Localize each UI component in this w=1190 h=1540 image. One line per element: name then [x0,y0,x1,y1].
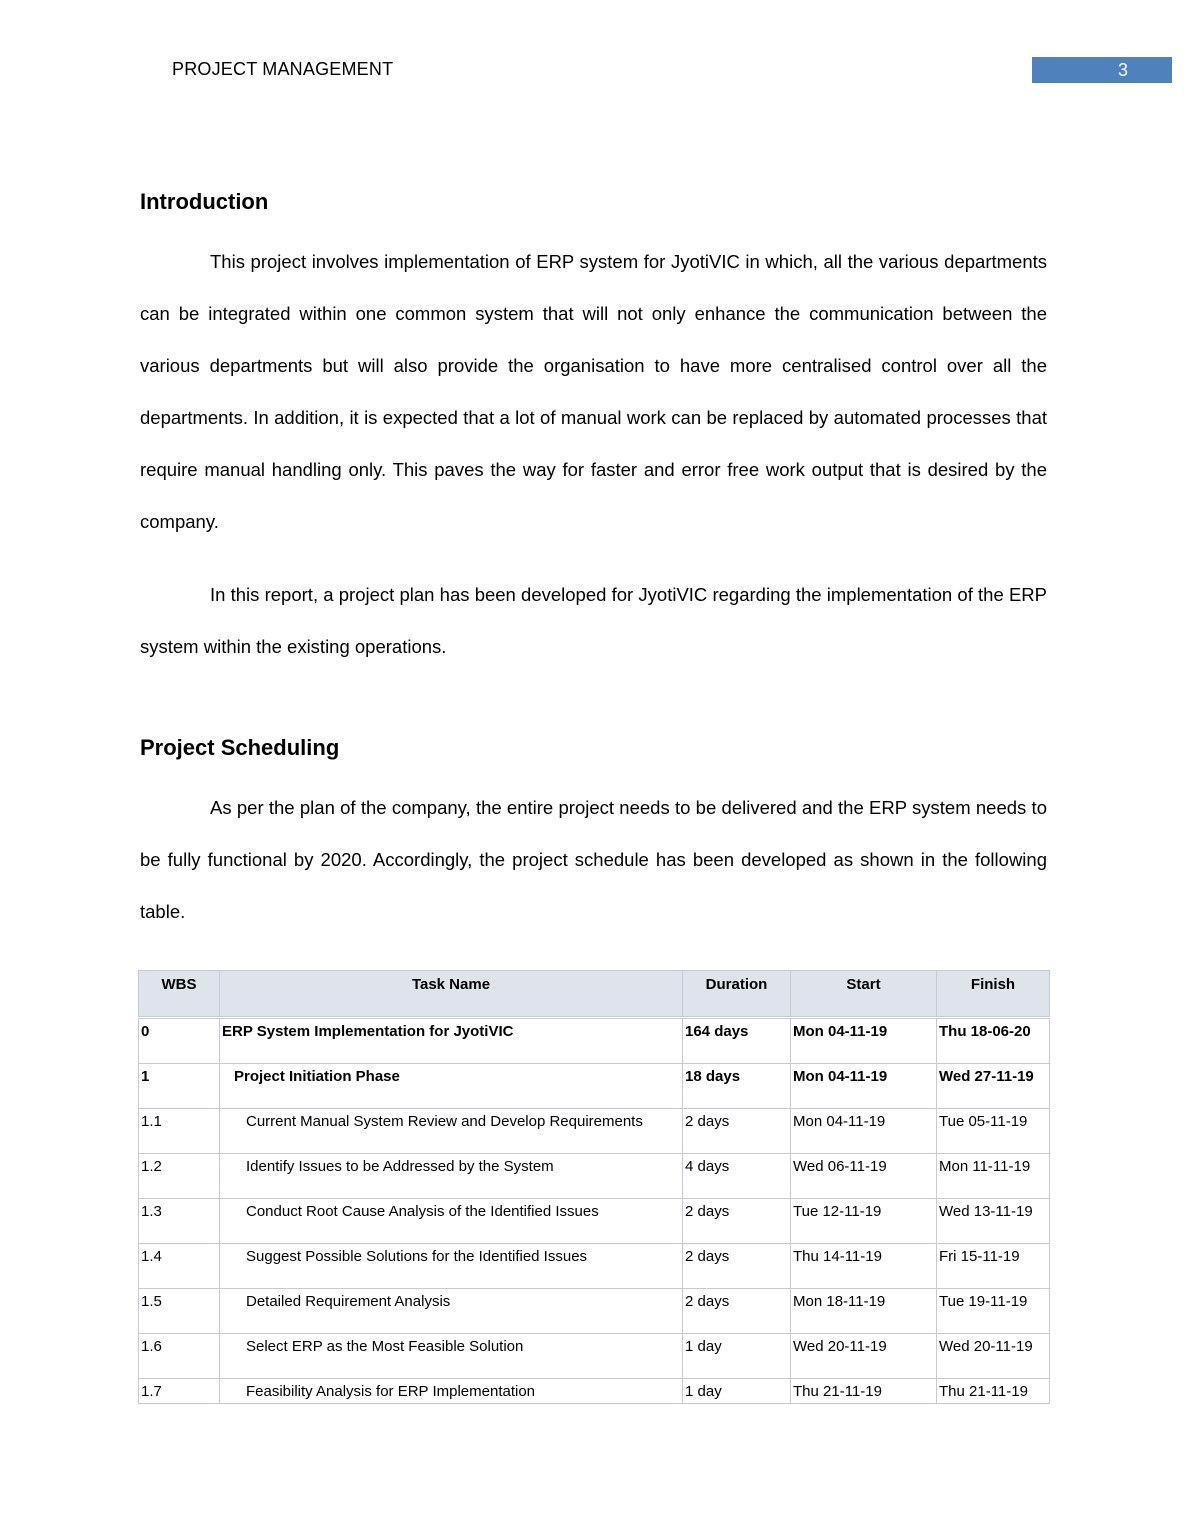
cell-finish: Tue 05-11-19 [937,1109,1050,1154]
cell-duration: 2 days [683,1199,791,1244]
cell-wbs: 1.3 [139,1199,220,1244]
intro-paragraph-2: In this report, a project plan has been developed for JyotiVIC regarding the implementation of the ERP system within the existing operations. [140,584,1047,657]
cell-task: Detailed Requirement Analysis [220,1289,683,1334]
table-row [139,1334,1050,1379]
cell-duration: 164 days [683,1018,791,1064]
cell-wbs: 1.4 [139,1244,220,1289]
cell-start: Wed 06-11-19 [791,1154,937,1199]
cell-wbs: 1 [139,1064,220,1109]
heading-project-scheduling: Project Scheduling [140,735,340,760]
cell-wbs: 1.6 [139,1334,220,1379]
cell-finish: Mon 11-11-19 [937,1154,1050,1199]
cell-duration: 2 days [683,1289,791,1334]
cell-task: ERP System Implementation for JyotiVIC [220,1018,683,1064]
intro-paragraph-1: This project involves implementation of ERP system for JyotiVIC in which, all the various departments can be integrated within one common system that will not only enhance the communication between the various departments but will also provide the organisation to have more centralised control over all the departments. In addition, it is expected that a lot of manual work can be replaced by automated processes that require manual handling only. This paves the way for faster and error free work output that is desired by the company. [140,251,1047,532]
cell-task: Feasibility Analysis for ERP Implementation [220,1379,683,1404]
table-row [139,1018,1050,1064]
cell-start: Tue 12-11-19 [791,1199,937,1244]
schedule-table [138,970,1050,1404]
cell-start: Thu 14-11-19 [791,1244,937,1289]
cell-duration: 2 days [683,1109,791,1154]
cell-start: Mon 04-11-19 [791,1018,937,1064]
cell-task: Project Initiation Phase [220,1064,683,1109]
cell-duration: 1 day [683,1379,791,1404]
page-number: 3 [1032,57,1172,83]
scheduling-paragraph: As per the plan of the company, the entire project needs to be delivered and the ERP system needs to be fully functional by 2020. Accordingly, the project schedule has been developed as shown in the following table. [140,797,1047,922]
cell-start: Wed 20-11-19 [791,1334,937,1379]
col-header-start: Start [791,971,937,1018]
cell-duration: 1 day [683,1334,791,1379]
table-row [139,1154,1050,1199]
table-row [139,1199,1050,1244]
cell-wbs: 0 [139,1018,220,1064]
cell-wbs: 1.5 [139,1289,220,1334]
running-header: PROJECT MANAGEMENT [172,59,394,79]
cell-finish: Thu 21-11-19 [937,1379,1050,1404]
table-row [139,1244,1050,1289]
table-row [139,1109,1050,1154]
cell-wbs: 1.2 [139,1154,220,1199]
cell-start: Thu 21-11-19 [791,1379,937,1404]
cell-task: Suggest Possible Solutions for the Identified Issues [220,1244,683,1289]
cell-task: Identify Issues to be Addressed by the System [220,1154,683,1199]
table-header-row [139,971,1050,1018]
col-header-task-name: Task Name [220,971,683,1018]
cell-start: Mon 04-11-19 [791,1109,937,1154]
col-header-duration: Duration [683,971,791,1018]
table-row [139,1289,1050,1334]
cell-duration: 2 days [683,1244,791,1289]
heading-introduction: Introduction [140,189,269,214]
cell-duration: 18 days [683,1064,791,1109]
cell-finish: Wed 20-11-19 [937,1334,1050,1379]
cell-duration: 4 days [683,1154,791,1199]
cell-start: Mon 18-11-19 [791,1289,937,1334]
col-header-wbs: WBS [139,971,220,1018]
col-header-finish: Finish [937,971,1050,1018]
cell-wbs: 1.7 [139,1379,220,1404]
cell-finish: Tue 19-11-19 [937,1289,1050,1334]
cell-finish: Wed 27-11-19 [937,1064,1050,1109]
table-row [139,1064,1050,1109]
cell-task: Select ERP as the Most Feasible Solution [220,1334,683,1379]
cell-finish: Wed 13-11-19 [937,1199,1050,1244]
cell-task: Current Manual System Review and Develop Requirements [220,1109,683,1154]
table-row [139,1379,1050,1404]
cell-wbs: 1.1 [139,1109,220,1154]
cell-task: Conduct Root Cause Analysis of the Identified Issues [220,1199,683,1244]
cell-finish: Fri 15-11-19 [937,1244,1050,1289]
cell-start: Mon 04-11-19 [791,1064,937,1109]
cell-finish: Thu 18-06-20 [937,1018,1050,1064]
